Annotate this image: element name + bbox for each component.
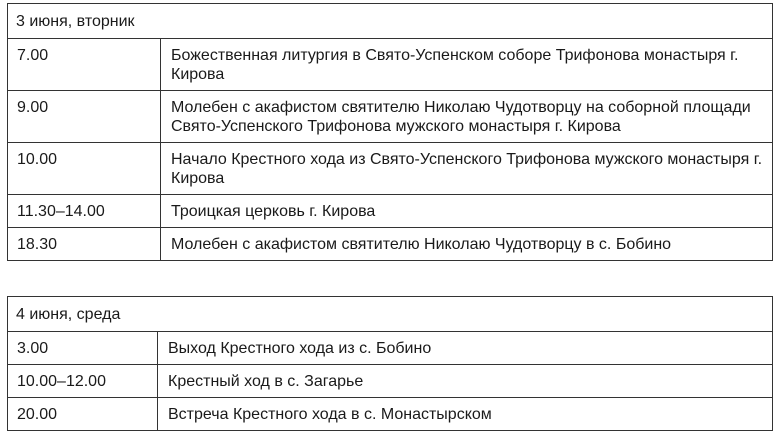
event-cell: Встреча Крестного хода в с. Монастырском bbox=[158, 398, 773, 431]
day-header-row bbox=[8, 297, 773, 332]
table-row bbox=[8, 332, 773, 365]
time-cell: 10.00–12.00 bbox=[8, 365, 158, 398]
time-cell: 10.00 bbox=[8, 143, 161, 195]
event-cell: Троицкая церковь г. Кирова bbox=[161, 195, 773, 228]
table-row bbox=[8, 195, 773, 228]
day-header-row bbox=[8, 4, 773, 39]
table-row bbox=[8, 398, 773, 431]
table-row bbox=[8, 228, 773, 261]
table-row bbox=[8, 91, 773, 143]
event-cell: Крестный ход в с. Загарье bbox=[158, 365, 773, 398]
event-cell: Молебен с акафистом святителю Николаю Чудотворцу на соборной площади Свято-Успенского Трифонова мужского монастыря г. Кирова bbox=[161, 91, 773, 143]
time-cell: 20.00 bbox=[8, 398, 158, 431]
time-cell: 18.30 bbox=[8, 228, 161, 261]
time-cell: 3.00 bbox=[8, 332, 158, 365]
event-cell: Молебен с акафистом святителю Николаю Чудотворцу в с. Бобино bbox=[161, 228, 773, 261]
time-cell: 7.00 bbox=[8, 39, 161, 91]
schedule-table-day-2 bbox=[7, 296, 773, 431]
schedule-table-day-1 bbox=[7, 3, 773, 261]
event-cell: Выход Крестного хода из с. Бобино bbox=[158, 332, 773, 365]
time-cell: 9.00 bbox=[8, 91, 161, 143]
day-header: 4 июня, среда bbox=[8, 297, 773, 332]
event-cell: Божественная литургия в Свято-Успенском соборе Трифонова монастыря г. Кирова bbox=[161, 39, 773, 91]
day-header: 3 июня, вторник bbox=[8, 4, 773, 39]
table-row bbox=[8, 39, 773, 91]
event-cell: Начало Крестного хода из Свято-Успенского Трифонова мужского монастыря г. Кирова bbox=[161, 143, 773, 195]
table-row bbox=[8, 143, 773, 195]
time-cell: 11.30–14.00 bbox=[8, 195, 161, 228]
table-row bbox=[8, 365, 773, 398]
